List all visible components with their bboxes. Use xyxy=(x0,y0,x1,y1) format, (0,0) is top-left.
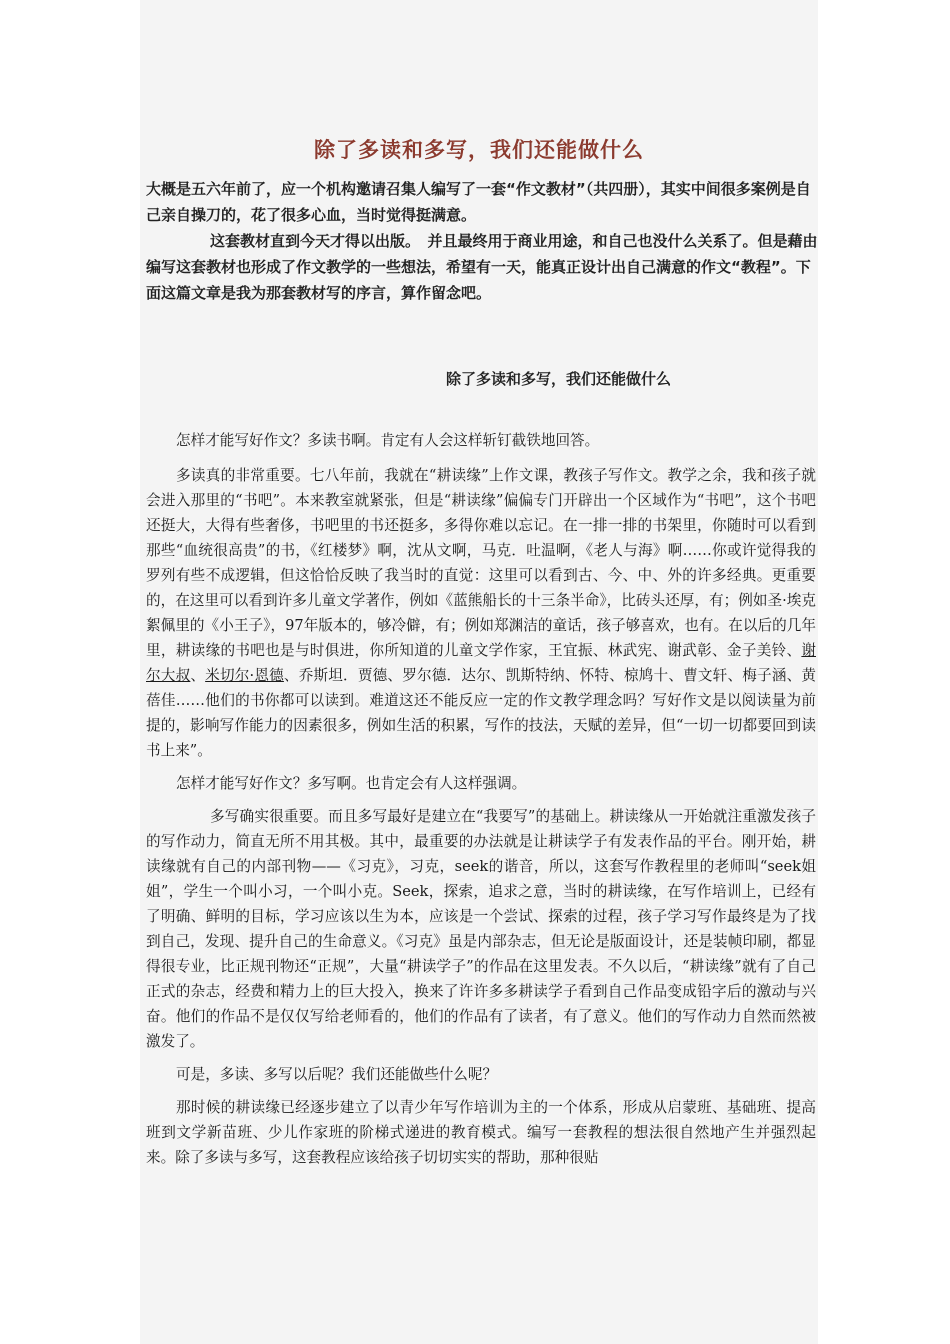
article-body xyxy=(146,428,816,1178)
body-paragraph-4: 多写确实很重要。而且多写最好是建立在“我要写”的基础上。耕读缘从一开始就注重激发孩子的写作动力，简直无所不用其极。其中，最重要的办法就是让耕读学子有发表作品的平台。刚开始，耕读缘就有自己的内部刊物——《习克》，习克，seek的谐音，所以，这套写作教程里的老师叫“seek姐姐”，学生一个叫小习，一个叫小克。Seek，探索，追求之意，当时的耕读缘，在写作培训上，已经有了明确、鲜明的目标，学习应该以生为本，应该是一个尝试、探索的过程，孩子学习写作最终是为了找到自己，发现、提升自己的生命意义。《习克》虽是内部杂志，但无论是版面设计，还是装帧印刷，都显得很专业，比正规刊物还“正规”，大量“耕读学子”的作品在这里发表。不久以后，“耕读缘”就有了自己正式的杂志，经费和精力上的巨大投入，换来了许许多多耕读学子看到自己作品变成铅字后的激动与兴奋。他们的作品不是仅仅写给老师看的，他们的作品有了读者，有了意义。他们的写作动力自然而然被激发了。 xyxy=(146,808,816,1050)
link-separator: 、 xyxy=(190,667,206,684)
body-paragraph-5: 可是，多读、多写以后呢？我们还能做些什么呢？ xyxy=(176,1066,498,1083)
body-paragraph-2-part-b: 、乔斯坦．贾德、罗尔德．达尔、凯斯特纳、怀特、椋鸠十、曹文轩、梅子涵、黄蓓佳……他们的书你都可以读到。难道这还不能反应一定的作文教学理念吗？写好作文是以阅读量为前提的，影响写作能力的因素很多，例如生活的积累，写作的技法，天赋的差异，但“一切一切都要回到读书上来”。 xyxy=(146,667,816,759)
intro-section xyxy=(146,176,818,306)
body-paragraph-2-part-a: 多读真的非常重要。七八年前，我就在“耕读缘”上作文课，教孩子写作文。教学之余，我和孩子就会进入那里的“书吧”。本来教室就紧张，但是“耕读缘”偏偏专门开辟出一个区域作为“书吧”，这个书吧还挺大，大得有些奢侈，书吧里的书还挺多，多得你难以忘记。在一排一排的书架里，你随时可以看到那些“血统很高贵”的书，《红楼梦》啊，沈从文啊，马克．吐温啊，《老人与海》啊……你或许觉得我的罗列有些不成逻辑，但这恰恰反映了我当时的直觉：这里可以看到古、今、中、外的许多经典。更重要的，在这里可以看到许多儿童文学著作，例如《蓝熊船长的十三条半命》，比砖头还厚，有；例如圣·埃克絮佩里的《小王子》，97年版本的，够冷僻，有；例如郑渊洁的童话，孩子够喜欢，也有。在以后的几年里，耕读缘的书吧也是与时俱进，你所知道的儿童文学作家，王宜振、林武宪、谢武彰、金子美铃、 xyxy=(146,467,816,659)
body-paragraph-2 xyxy=(146,463,816,763)
page-title: 除了多读和多写，我们还能做什么 xyxy=(314,138,644,162)
link-author-ende[interactable]: 米切尔·恩德 xyxy=(205,667,284,684)
body-paragraph-3: 怎样才能写好作文？多写啊。也肯定会有人这样强调。 xyxy=(176,775,527,792)
body-paragraph-1: 怎样才能写好作文？多读书啊。肯定有人会这样斩钉截铁地回答。 xyxy=(176,432,600,449)
link-author-shel[interactable]: 谢尔大叔 xyxy=(146,642,816,684)
body-paragraph-6: 那时候的耕读缘已经逐步建立了以青少年写作培训为主的一个体系，形成从启蒙班、基础班、提高班到文学新苗班、少儿作家班的阶梯式递进的教育模式。编写一套教程的想法很自然地产生并强烈起来。除了多读与多写，这套教程应该给孩子切切实实的帮助，那种很贴 xyxy=(146,1099,816,1166)
intro-paragraph-1: 大概是五六年前了，应一个机构邀请召集人编写了一套“作文教材”（共四册），其实中间很多案例是自己亲自操刀的，花了很多心血，当时觉得挺满意。 xyxy=(146,180,811,224)
intro-paragraph-2: 这套教材直到今天才得以出版。 并且最终用于商业用途，和自己也没什么关系了。但是藉由编写这套教材也形成了作文教学的一些想法，希望有一天，能真正设计出自己满意的作文“教程”。下面这篇文章是我为那套教材写的序言，算作留念吧。 xyxy=(146,232,818,302)
article-subtitle: 除了多读和多写，我们还能做什么 xyxy=(446,370,672,388)
